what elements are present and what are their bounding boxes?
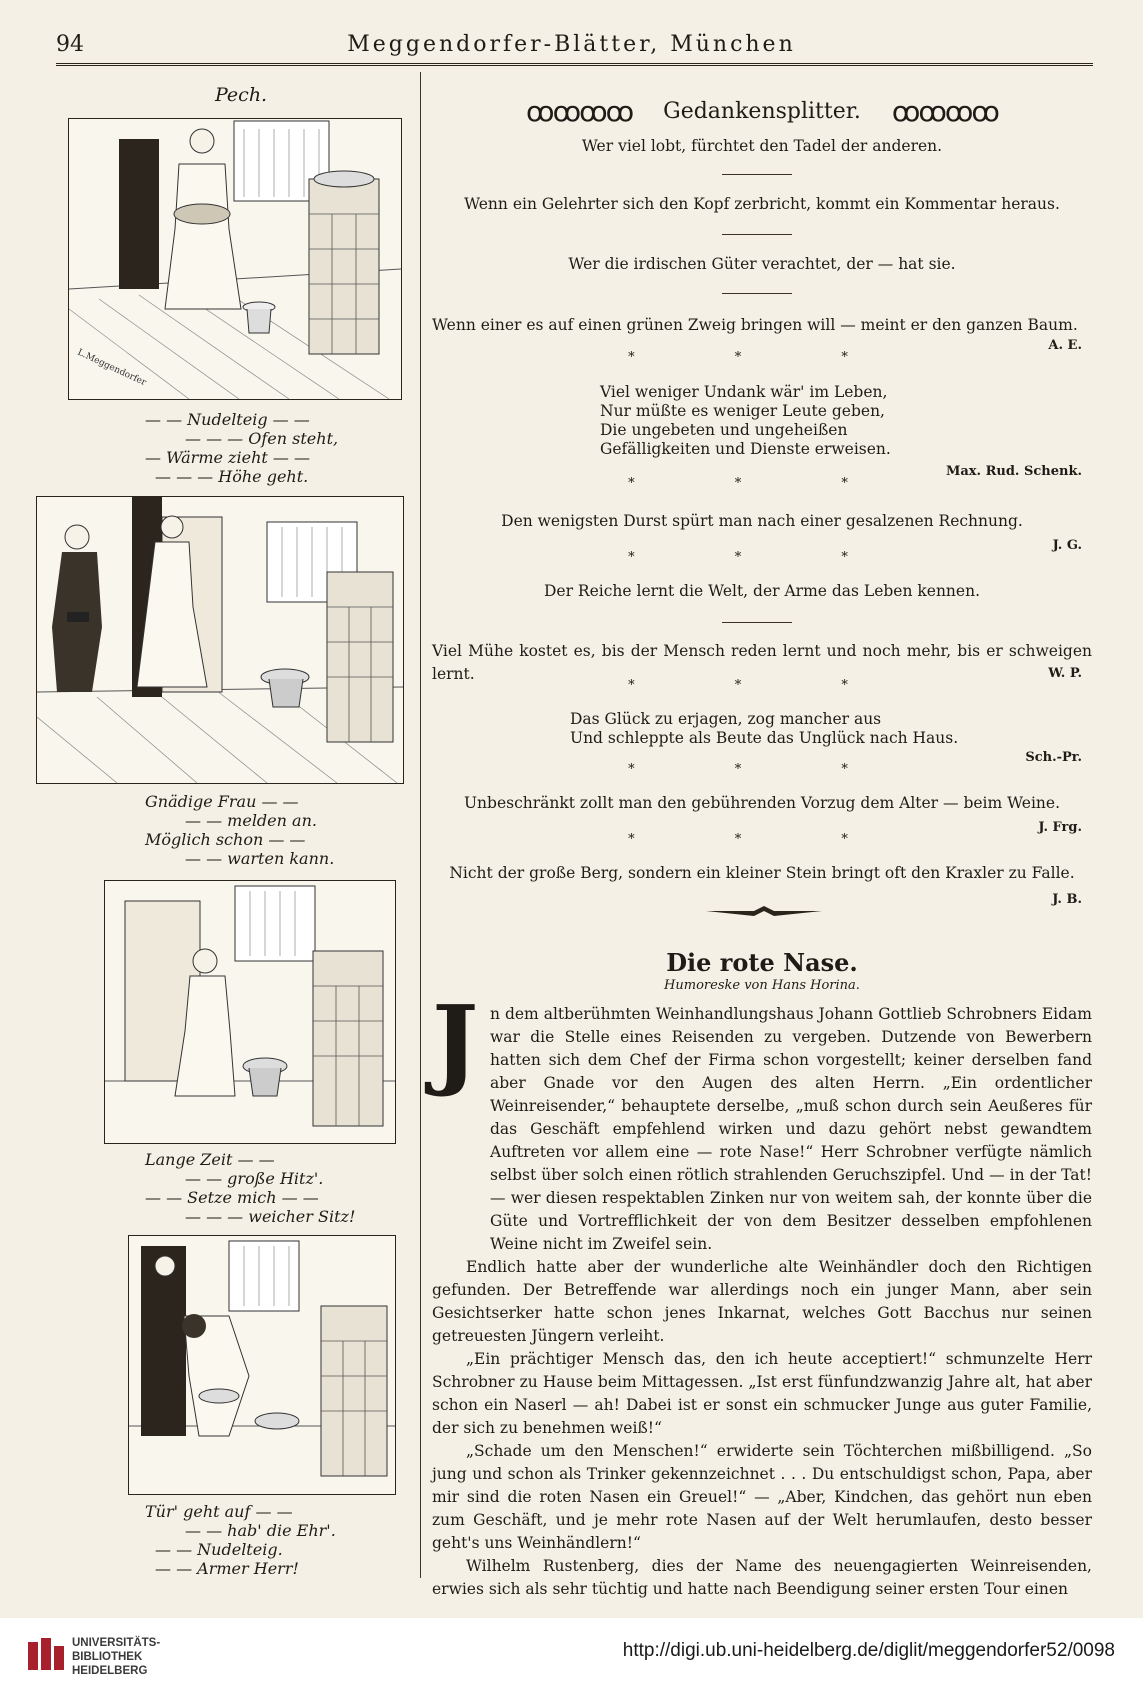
header-rule — [56, 63, 1093, 66]
university-logo-icon — [26, 1636, 66, 1676]
signature: J. B. — [1052, 892, 1082, 907]
poem-line: Die ungebeten und ungeheißen — [600, 421, 848, 439]
verse-line: Lange Zeit — — — [145, 1150, 275, 1169]
saying: Wenn einer es auf einen grünen Zweig bringen will — meint er den ganzen Baum. — [432, 316, 1078, 334]
verse-line: — — Nudelteig — — — [145, 410, 310, 429]
cartoon-verse-4 — [145, 1502, 365, 1578]
cartoon-panel-1 — [68, 118, 402, 400]
story-paragraph: „Schade um den Menschen!“ erwiderte sein Töchterchen mißbilligend. „So jung und schon als Trinker gekennzeichnet . . . Du entschuldigst schon, Papa, aber mir sind die roten Nasen ein Greuel!“ — „Aber, Kindchen, das gehört nun eben zum Geschäft, und je mehr rote Nasen auf der Welt herumlaufen, desto besser geht's uns Weinhändlern!“ — [432, 1442, 1092, 1552]
story-paragraph: Endlich hatte aber der wunderliche alte Weinhändler doch den Richtigen gefunden. Der Betreffende war allerdings noch ein junger Mann, aber sein Gesichtserker hatte schon jenes Inkarnat, welches Gott Bacchus nur seinen getreuesten Jüngern verleiht. — [432, 1258, 1092, 1345]
saying: Wer die irdischen Güter verachtet, der — hat sie. — [568, 255, 956, 273]
verse-line: Gnädige Frau — — — [145, 792, 299, 811]
digitization-footer — [0, 1618, 1143, 1703]
poem-line: Das Glück zu erjagen, zog mancher aus — [570, 710, 882, 728]
cartoon-verse-1 — [145, 410, 355, 486]
star-divider: * * * — [628, 350, 896, 365]
saying: Wer viel lobt, fürchtet den Tadel der anderen. — [581, 137, 943, 155]
star-divider: * * * — [628, 678, 896, 693]
cartoon-verse-3 — [145, 1150, 365, 1226]
signature: Sch.-Pr. — [1025, 750, 1082, 765]
cartoon-panel-3 — [104, 880, 396, 1144]
library-line: BIBLIOTHEK — [72, 1651, 143, 1663]
poem-line: Nur müßte es weniger Leute geben, — [600, 402, 885, 420]
story-byline: Humoreske von Hans Horina. — [664, 978, 860, 993]
verse-line: — — hab' die Ehr'. — [185, 1521, 336, 1540]
star-divider: * * * — [628, 476, 896, 491]
verse-line: — — — weicher Sitz! — [185, 1207, 356, 1226]
signature: J. Frg. — [1038, 820, 1082, 835]
poem-line: Und schleppte als Beute das Unglück nach Haus. — [570, 729, 959, 747]
signature: Max. Rud. Schenk. — [945, 464, 1082, 479]
cartoon-title: Pech. — [215, 84, 268, 106]
signature: W. P. — [1048, 666, 1082, 681]
poem-1 — [600, 383, 891, 459]
story-paragraph: „Ein prächtiger Mensch das, den ich heute acceptiert!“ schmunzelte Herr Schrobner zu Hause beim Mittagessen. „Ist erst fünfundzwanzig Jahre alt, hat aber schon ein Naserl — ah! Dabei ist er sonst ein schmucker Junge aus guter Familie, der sich zu benehmen weiß!“ — [432, 1350, 1092, 1437]
poem-line: Viel weniger Undank wär' im Leben, — [600, 383, 888, 401]
ornament-left: ꝏꝏꝏꝏ — [526, 95, 633, 128]
signature: J. G. — [1052, 538, 1082, 553]
drop-cap: J — [432, 985, 479, 1100]
gedanken-title: Gedankensplitter. — [663, 99, 861, 124]
saying: Wenn ein Gelehrter sich den Kopf zerbricht, kommt ein Kommentar heraus. — [464, 195, 1060, 213]
verse-line: — — Nudelteig. — [155, 1540, 283, 1559]
separator — [722, 174, 792, 175]
verse-line: — — melden an. — [185, 811, 317, 830]
separator — [722, 293, 792, 294]
source-url-link[interactable]: http://digi.ub.uni-heidelberg.de/diglit/meggendorfer52/0098 — [622, 1640, 1115, 1661]
running-title: Meggendorfer-Blätter, München — [347, 32, 796, 57]
story-title: Die rote Nase. — [666, 948, 858, 977]
cartoon-panel-4 — [128, 1235, 396, 1495]
saying: Nicht der große Berg, sondern ein kleiner Stein bringt oft den Kraxler zu Falle. — [449, 864, 1075, 882]
library-line: HEIDELBERG — [72, 1665, 148, 1677]
poem-line: Gefälligkeiten und Dienste erweisen. — [600, 440, 891, 458]
saying: Den wenigsten Durst spürt man nach einer gesalzenen Rechnung. — [501, 512, 1023, 530]
gedanken-heading — [432, 95, 1092, 128]
saying: Der Reiche lernt die Welt, der Arme das Leben kennen. — [544, 582, 980, 600]
saying: Unbeschränkt zollt man den gebührenden Vorzug dem Alter — beim Weine. — [463, 794, 1061, 812]
verse-line: — — — Ofen steht, — [185, 429, 339, 448]
story-paragraph: Wilhelm Rustenberg, dies der Name des neuengagierten Weinreisenden, erwies sich als sehr tüchtig und hatte nach Beendigung seiner ersten Tour einen — [432, 1557, 1092, 1598]
star-divider: * * * — [628, 832, 896, 847]
verse-line: — — warten kann. — [185, 849, 335, 868]
story-paragraph: n dem altberühmten Weinhandlungshaus Johann Gottlieb Schrobners Eidam war die Stelle eines Reisenden zu vergeben. Dutzende von Bewerbern hatten sich dem Chef der Firma schon vorgestellt; keiner derselben fand aber Gnade vor den Augen des alten Herrn. „Ein ordentlicher Weinreisender,“ behauptete derselbe, „muß schon durch sein Aeußeres für das Geschäft empfehlend wirken und dazu gehört nebst gewandtem Auftreten vor allem eine — rote Nase!“ Herr Schrobner verfügte nämlich selbst über solch einen rötlich strahlenden Geruchszipfel. Und — in der Tat! — wer diesen respektablen Zinken nur von weitem sah, der konnte über die Güte und Vortrefflichkeit der von dem Besitzer desselben empfohlenen Weine nicht im Zweifel sein. — [490, 1005, 1092, 1253]
svg-text:L.Meggendorfer: L.Meggendorfer — [75, 347, 148, 389]
section-ornament — [704, 904, 824, 918]
ornament-right: ꝏꝏꝏꝏ — [891, 95, 998, 128]
story-body — [432, 1003, 1092, 1601]
verse-line: Tür' geht auf — — — [145, 1502, 293, 1521]
library-name — [72, 1636, 160, 1678]
signature: A. E. — [1048, 338, 1082, 353]
separator — [722, 622, 792, 623]
library-line: UNIVERSITÄTS- — [72, 1637, 161, 1649]
star-divider: * * * — [628, 550, 896, 565]
verse-line: — — Setze mich — — — [145, 1188, 319, 1207]
verse-line: — Wärme zieht — — — [145, 448, 310, 467]
verse-line: — — — Höhe geht. — [155, 467, 309, 486]
cartoon-panel-2 — [36, 496, 404, 784]
verse-line: — — große Hitz'. — [185, 1169, 324, 1188]
star-divider: * * * — [628, 762, 896, 777]
column-divider — [420, 72, 421, 1578]
poem-2 — [570, 710, 958, 748]
page-number: 94 — [56, 32, 84, 57]
verse-line: Möglich schon — — — [145, 830, 306, 849]
verse-line: — — Armer Herr! — [155, 1559, 299, 1578]
cartoon-verse-2 — [145, 792, 355, 868]
saying: Viel Mühe kostet es, bis der Mensch reden lernt und noch mehr, bis er schweigen lernt. — [432, 642, 1092, 683]
separator — [722, 234, 792, 235]
